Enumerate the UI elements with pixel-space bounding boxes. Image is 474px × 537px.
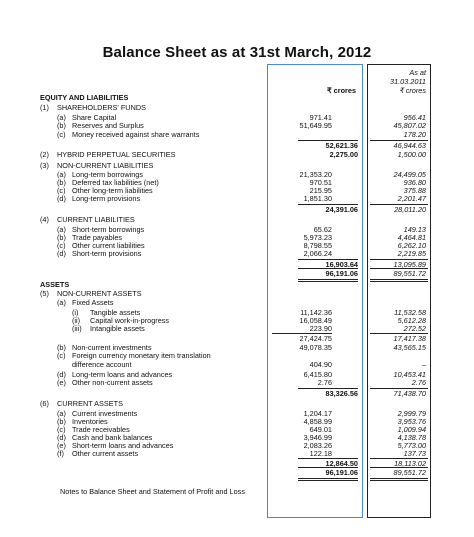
row-label: Tangible assets	[90, 308, 141, 317]
previous-year-value: 24,499.05	[393, 170, 426, 179]
previous-year-value: 1,500.00	[397, 150, 426, 159]
current-year-item-value: 21,353.20	[299, 170, 332, 179]
current-year-item-value: 6,415.80	[303, 370, 332, 379]
row-roman-numeral: (i)	[72, 308, 79, 317]
current-year-item-value: 16,058.49	[299, 316, 332, 325]
row-subletter: (a)	[57, 225, 66, 234]
row-label: Long-term loans and advances	[72, 370, 173, 379]
row-roman-numeral: (iii)	[72, 324, 82, 333]
total-double-rule-current	[298, 478, 358, 479]
row-label: Trade receivables	[72, 425, 130, 434]
row-label: Money received against share warrants	[72, 130, 200, 139]
subtotal-rule-previous	[370, 140, 428, 141]
row-label: Capital work-in-progress	[90, 316, 170, 325]
row-label: Other current liabilities	[72, 241, 145, 250]
row-label: Long-term borrowings	[72, 170, 143, 179]
previous-year-value: 5,773.00	[397, 441, 426, 450]
subtotal-rule-previous	[370, 333, 428, 334]
subtotal-rule-current	[298, 204, 358, 205]
total-double-rule-current	[298, 281, 358, 282]
previous-year-value: 2.76	[411, 378, 426, 387]
previous-year-value: 2,219.85	[397, 249, 426, 258]
total-double-rule-previous	[370, 478, 428, 479]
current-year-item-value: 122.18	[309, 449, 332, 458]
row-subletter: (c)	[57, 425, 66, 434]
current-year-subtotal: 96,191.06	[325, 269, 358, 278]
row-subletter: (b)	[57, 343, 66, 352]
current-year-item-value: 970.51	[309, 178, 332, 187]
row-label: Other current assets	[72, 449, 139, 458]
row-label: Foreign currency monetary item translation	[72, 351, 211, 360]
subtotal-rule-current	[298, 259, 358, 260]
page-title: Balance Sheet as at 31st March, 2012	[102, 44, 372, 61]
row-subletter: (a)	[57, 170, 66, 179]
subtotal-rule-current	[298, 388, 358, 389]
row-subletter: (b)	[57, 233, 66, 242]
previous-year-value: 936.80	[403, 178, 426, 187]
previous-year-value: 5,612.28	[397, 316, 426, 325]
subtotal-rule-current	[298, 140, 358, 141]
section-heading: ASSETS	[40, 280, 70, 289]
total-double-rule-current	[298, 480, 358, 481]
row-label: Short-term provisions	[72, 249, 142, 258]
previous-year-value: 137.73	[403, 449, 426, 458]
total-double-rule-current	[298, 279, 358, 280]
previous-year-value: 46,944.63	[393, 141, 426, 150]
row-label: NON-CURRENT LIABILITIES	[57, 161, 154, 170]
row-roman-numeral: (ii)	[72, 316, 81, 325]
total-double-rule-previous	[370, 279, 428, 280]
previous-year-date-header: 31.03.2011	[390, 77, 426, 86]
row-subletter: (d)	[57, 370, 66, 379]
row-label: HYBRID PERPETUAL SECURITIES	[57, 150, 176, 159]
row-subletter: (d)	[57, 249, 66, 258]
current-year-subtotal: 24,391.06	[325, 205, 358, 214]
current-year-item-value: 404.90	[309, 360, 332, 369]
row-label: Trade payables	[72, 233, 123, 242]
current-year-subtotal: 96,191.06	[325, 468, 358, 477]
previous-year-value: 13,095.89	[393, 260, 426, 269]
current-year-subtotal: 52,621.36	[325, 141, 358, 150]
row-label: Short-term borrowings	[72, 225, 145, 234]
current-year-subtotal: 16,903.64	[325, 260, 358, 269]
subtotal-rule-previous	[370, 204, 428, 205]
current-year-subtotal: 12,864.50	[325, 459, 358, 468]
previous-year-value: 4,464.81	[397, 233, 426, 242]
row-subletter: (a)	[57, 298, 66, 307]
current-year-item-value: 215.95	[309, 186, 332, 195]
current-year-item-value: 5,973.23	[303, 233, 332, 242]
row-label: Deferred tax liabilities (net)	[72, 178, 159, 187]
previous-year-value: 178.20	[403, 130, 426, 139]
row-subletter: (c)	[57, 186, 66, 195]
current-year-item-value: 2,083.26	[303, 441, 332, 450]
row-number: (1)	[40, 103, 49, 112]
row-label: Long-term provisions	[72, 194, 141, 203]
row-label: Share Capital	[72, 113, 117, 122]
current-year-item-value: 1,204.17	[303, 409, 332, 418]
previous-year-value: 3,953.76	[397, 417, 426, 426]
row-label: difference account	[72, 360, 132, 369]
previous-year-value: 17,417.38	[393, 334, 426, 343]
notes-reference: Notes to Balance Sheet and Statement of Profit and Loss	[60, 487, 245, 496]
subtotal-rule-previous	[370, 467, 428, 468]
current-year-item-value: 649.01	[309, 425, 332, 434]
previous-year-value: 89,551.72	[393, 468, 426, 477]
previous-year-value: 4,138.78	[397, 433, 426, 442]
current-year-item-value: 223.90	[309, 324, 332, 333]
current-year-item-value: 51,649.95	[299, 121, 332, 130]
previous-year-value: 89,551.72	[393, 269, 426, 278]
row-number: (3)	[40, 161, 49, 170]
previous-year-value: 2,999.79	[397, 409, 426, 418]
subtotal-rule-current	[298, 268, 358, 269]
current-year-item-value: 8,798.55	[303, 241, 332, 250]
row-number: (2)	[40, 150, 49, 159]
current-year-subtotal: 2,275.00	[329, 150, 358, 159]
total-double-rule-previous	[370, 480, 428, 481]
row-label: Inventories	[72, 417, 108, 426]
previous-year-value: 10,453.41	[393, 370, 426, 379]
row-subletter: (b)	[57, 121, 66, 130]
row-label: Other long-term liabilities	[72, 186, 153, 195]
current-year-item-value: 11,142.36	[300, 308, 332, 317]
row-number: (6)	[40, 399, 49, 408]
row-subletter: (e)	[57, 441, 66, 450]
row-subletter: (b)	[57, 178, 66, 187]
previous-year-value: 6,262.10	[397, 241, 426, 250]
subtotal-rule-previous	[370, 268, 428, 269]
subtotal-rule-current	[298, 467, 358, 468]
previous-year-value: 272.52	[403, 324, 426, 333]
previous-year-value: 375.88	[403, 186, 426, 195]
current-year-item-value: 3,946.99	[303, 433, 332, 442]
current-year-item-value: 2,066.24	[303, 249, 332, 258]
row-number: (5)	[40, 289, 49, 298]
row-label: CURRENT ASSETS	[57, 399, 123, 408]
current-year-item-value: 4,858.99	[303, 417, 332, 426]
previous-year-value: 71,438.70	[393, 389, 426, 398]
previous-year-value: 2,201.47	[397, 194, 426, 203]
section-heading: EQUITY AND LIABILITIES	[40, 93, 129, 102]
current-year-item-value: 65.62	[313, 225, 332, 234]
row-label: CURRENT LIABILITIES	[57, 215, 135, 224]
total-double-rule-previous	[370, 281, 428, 282]
previous-year-value: 149.13	[403, 225, 426, 234]
row-label: Current investments	[72, 409, 138, 418]
row-subletter: (b)	[57, 417, 66, 426]
previous-year-value: –	[421, 360, 426, 369]
current-year-item-value: 1,851.30	[303, 194, 332, 203]
row-label: Reserves and Surplus	[72, 121, 144, 130]
row-subletter: (e)	[57, 378, 66, 387]
current-year-item-value: 27,424.75	[299, 334, 332, 343]
subtotal-rule-current	[298, 458, 358, 459]
previous-year-value: 28,011.20	[394, 205, 426, 214]
current-year-item-value: 971.41	[309, 113, 332, 122]
row-subletter: (a)	[57, 409, 66, 418]
row-subletter: (a)	[57, 113, 66, 122]
previous-year-unit-header: ₹ crores	[399, 86, 426, 95]
previous-year-value: 18,113.02	[394, 459, 426, 468]
row-label: Other non-current assets	[72, 378, 153, 387]
row-label: Short-term loans and advances	[72, 441, 174, 450]
current-year-item-value: 49,078.35	[299, 343, 332, 352]
subtotal-rule-current	[272, 333, 332, 334]
row-label: SHAREHOLDERS' FUNDS	[57, 103, 146, 112]
subtotal-rule-previous	[370, 458, 428, 459]
row-label: Cash and bank balances	[72, 433, 153, 442]
current-year-subtotal: 83,326.56	[325, 389, 358, 398]
previous-year-value: 11,532.58	[394, 308, 426, 317]
previous-year-value: 1,009.94	[397, 425, 426, 434]
row-subletter: (c)	[57, 241, 66, 250]
row-label: NON-CURRENT ASSETS	[57, 289, 142, 298]
current-year-item-value: 2.76	[317, 378, 332, 387]
current-year-unit-header: ₹ crores	[327, 86, 356, 95]
previous-year-value: 43,565.15	[393, 343, 426, 352]
previous-year-value: 45,807.02	[393, 121, 426, 130]
row-subletter: (c)	[57, 130, 66, 139]
row-label: Intangible assets	[90, 324, 145, 333]
row-subletter: (c)	[57, 351, 66, 360]
previous-year-as-at-header: As at	[409, 68, 426, 77]
row-subletter: (d)	[57, 194, 66, 203]
row-label: Fixed Assets	[72, 298, 114, 307]
row-number: (4)	[40, 215, 49, 224]
row-subletter: (f)	[57, 449, 64, 458]
row-label: Non-current investments	[72, 343, 152, 352]
subtotal-rule-previous	[370, 259, 428, 260]
row-subletter: (d)	[57, 433, 66, 442]
subtotal-rule-previous	[370, 388, 428, 389]
previous-year-value: 956.41	[403, 113, 426, 122]
